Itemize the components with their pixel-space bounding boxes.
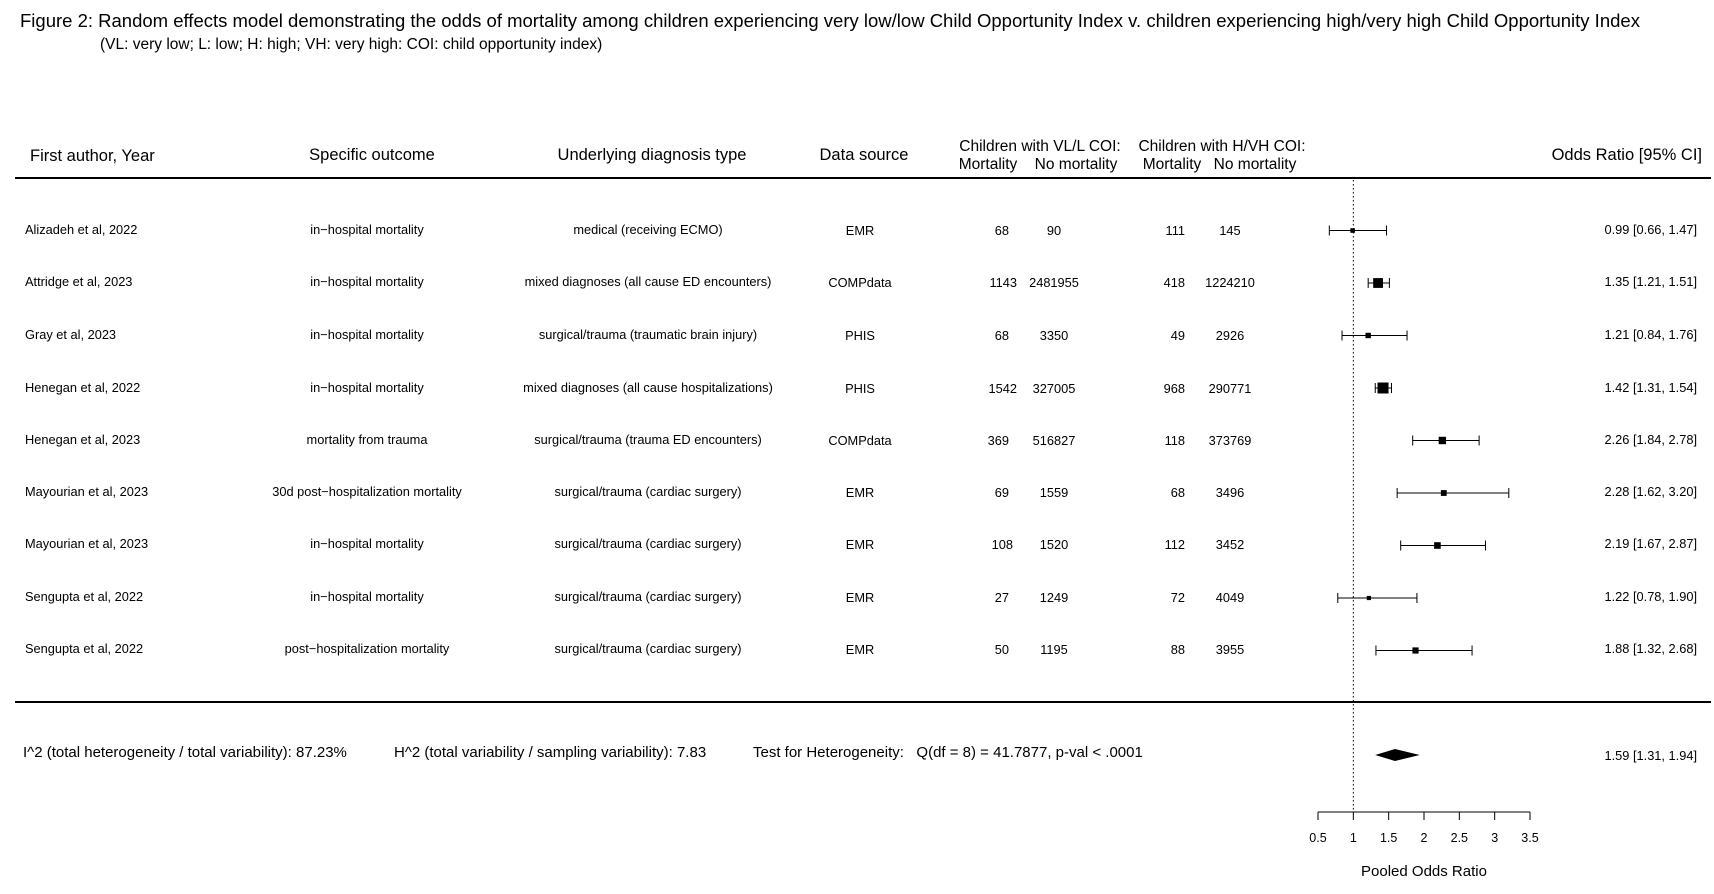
point-estimate: [1367, 596, 1371, 600]
row-hvh-no-mortality: 145: [1219, 223, 1241, 238]
row-hvh-mortality: 72: [1170, 590, 1185, 605]
i2-statistic: I^2 (total heterogeneity / total variability): 87.23%: [23, 744, 347, 761]
row-hvh-no-mortality: 1224210: [1205, 275, 1255, 290]
row-diagnosis: surgical/trauma (cardiac surgery): [554, 589, 742, 604]
row-vll-no-mortality: 1195: [1040, 642, 1068, 657]
x-axis-label: Pooled Odds Ratio: [1361, 863, 1487, 880]
row-diagnosis: mixed diagnoses (all cause hospitalizations): [523, 380, 773, 395]
x-tick-label: 3.5: [1521, 831, 1539, 845]
row-source: EMR: [845, 537, 875, 552]
x-tick-label: 3: [1491, 831, 1499, 845]
row-odds-ratio: 1.21 [0.84, 1.76]: [1604, 327, 1697, 342]
x-tick-label: 1: [1349, 831, 1357, 845]
row-hvh-mortality: 88: [1170, 642, 1185, 657]
row-vll-no-mortality: 327005: [1032, 381, 1076, 396]
row-hvh-mortality: 118: [1164, 433, 1185, 448]
header-vll-no-mortality: No mortality: [1034, 156, 1118, 173]
header-diagnosis: Underlying diagnosis type: [557, 146, 747, 164]
row-vll-mortality: 50: [994, 642, 1009, 657]
row-source: COMPdata: [828, 433, 892, 448]
row-source: EMR: [845, 642, 875, 657]
point-estimate: [1441, 490, 1447, 496]
h2-statistic: H^2 (total variability / sampling variability): 7.83: [394, 744, 707, 761]
figure-title: Figure 2: Random effects model demonstrating the odds of mortality among children experiencing very low/low Child Opportunity Index v. children experiencing high/very high Child Opportunity Index: [20, 10, 1640, 31]
row-outcome: in−hospital mortality: [310, 536, 424, 551]
row-author: Henegan et al, 2023: [25, 432, 141, 447]
x-tick-label: 2.5: [1450, 831, 1469, 845]
row-diagnosis: surgical/trauma (trauma ED encounters): [534, 432, 762, 447]
row-odds-ratio: 1.42 [1.31, 1.54]: [1604, 380, 1697, 395]
row-odds-ratio: 2.19 [1.67, 2.87]: [1604, 536, 1697, 551]
row-outcome: in−hospital mortality: [310, 222, 424, 237]
header-hvh-mortality: Mortality: [1142, 156, 1202, 173]
row-author: Mayourian et al, 2023: [25, 484, 149, 499]
row-odds-ratio: 1.88 [1.32, 2.68]: [1604, 641, 1697, 656]
row-author: Sengupta et al, 2022: [25, 641, 144, 656]
row-hvh-mortality: 111: [1165, 223, 1185, 238]
x-tick-label: 2: [1420, 831, 1428, 845]
row-vll-mortality: 68: [994, 223, 1009, 238]
header-author: First author, Year: [30, 147, 155, 165]
row-hvh-mortality: 112: [1164, 537, 1185, 552]
row-hvh-no-mortality: 3452: [1215, 537, 1245, 552]
row-source: EMR: [845, 223, 875, 238]
row-vll-mortality: 27: [994, 590, 1009, 605]
header-vll-group: Children with VL/L COI:: [959, 138, 1121, 155]
row-hvh-no-mortality: 4049: [1215, 590, 1245, 605]
row-vll-mortality: 1542: [988, 381, 1017, 396]
row-vll-no-mortality: 1249: [1039, 590, 1069, 605]
row-hvh-mortality: 68: [1170, 485, 1185, 500]
row-author: Alizadeh et al, 2022: [25, 222, 138, 237]
x-tick-label: 1.5: [1379, 831, 1398, 845]
header-vll-mortality: Mortality: [958, 156, 1018, 173]
row-vll-no-mortality: 1520: [1039, 537, 1069, 552]
row-diagnosis: surgical/trauma (traumatic brain injury): [538, 327, 758, 342]
row-source: COMPdata: [828, 275, 892, 290]
row-diagnosis: surgical/trauma (cardiac surgery): [554, 536, 742, 551]
header-odds-ratio: Odds Ratio [95% CI]: [1551, 146, 1702, 164]
row-outcome: in−hospital mortality: [310, 589, 424, 604]
row-vll-no-mortality: 516827: [1032, 433, 1076, 448]
figure-subtitle: (VL: very low; L: low; H: high; VH: very high: COI: child opportunity index): [100, 36, 603, 53]
row-hvh-no-mortality: 2926: [1215, 328, 1245, 343]
row-source: EMR: [845, 485, 875, 500]
row-outcome: in−hospital mortality: [310, 274, 424, 289]
header-outcome: Specific outcome: [309, 146, 435, 164]
row-odds-ratio: 0.99 [0.66, 1.47]: [1604, 222, 1697, 237]
row-odds-ratio: 1.35 [1.21, 1.51]: [1604, 274, 1697, 289]
point-estimate: [1365, 333, 1370, 338]
row-author: Mayourian et al, 2023: [25, 536, 149, 551]
row-source: PHIS: [845, 328, 875, 343]
row-vll-no-mortality: 3350: [1039, 328, 1069, 343]
row-author: Sengupta et al, 2022: [25, 589, 144, 604]
row-author: Henegan et al, 2022: [25, 380, 141, 395]
x-tick-label: 0.5: [1309, 831, 1327, 845]
row-author: Gray et al, 2023: [25, 327, 117, 342]
row-outcome: 30d post−hospitalization mortality: [272, 484, 462, 499]
row-diagnosis: medical (receiving ECMO): [573, 222, 723, 237]
row-author: Attridge et al, 2023: [25, 274, 133, 289]
row-odds-ratio: 2.28 [1.62, 3.20]: [1604, 484, 1697, 499]
pooled-diamond: [1375, 749, 1420, 761]
row-diagnosis: surgical/trauma (cardiac surgery): [554, 641, 742, 656]
point-estimate: [1378, 383, 1389, 394]
row-vll-no-mortality: 1559: [1039, 485, 1069, 500]
row-hvh-no-mortality: 3496: [1215, 485, 1245, 500]
point-estimate: [1373, 278, 1383, 288]
point-estimate: [1412, 647, 1418, 653]
row-vll-no-mortality: 2481955: [1029, 275, 1079, 290]
row-outcome: in−hospital mortality: [310, 327, 424, 342]
row-outcome: post−hospitalization mortality: [284, 641, 450, 656]
row-vll-mortality: 68: [994, 328, 1009, 343]
row-vll-mortality: 369: [987, 433, 1009, 448]
row-hvh-mortality: 968: [1163, 381, 1185, 396]
row-outcome: mortality from trauma: [306, 432, 428, 447]
pooled-odds-ratio: 1.59 [1.31, 1.94]: [1604, 748, 1697, 763]
row-vll-no-mortality: 90: [1046, 223, 1062, 238]
row-vll-mortality: 1143: [989, 275, 1017, 290]
row-hvh-mortality: 418: [1163, 275, 1185, 290]
row-hvh-mortality: 49: [1170, 328, 1185, 343]
header-hvh-group: Children with H/VH COI:: [1138, 138, 1306, 155]
header-source: Data source: [819, 146, 909, 164]
row-odds-ratio: 2.26 [1.84, 2.78]: [1604, 432, 1697, 447]
row-source: EMR: [845, 590, 875, 605]
row-diagnosis: surgical/trauma (cardiac surgery): [554, 484, 742, 499]
row-vll-mortality: 69: [994, 485, 1009, 500]
row-outcome: in−hospital mortality: [310, 380, 424, 395]
heterogeneity-test: Test for Heterogeneity: Q(df = 8) = 41.7877, p-val < .0001: [753, 744, 1143, 761]
point-estimate: [1439, 437, 1446, 444]
row-hvh-no-mortality: 3955: [1215, 642, 1245, 657]
point-estimate: [1350, 228, 1355, 233]
header-hvh-no-mortality: No mortality: [1213, 156, 1297, 173]
row-odds-ratio: 1.22 [0.78, 1.90]: [1604, 589, 1697, 604]
row-vll-mortality: 108: [991, 537, 1013, 552]
point-estimate: [1434, 542, 1441, 549]
row-diagnosis: mixed diagnoses (all cause ED encounters): [524, 274, 772, 289]
row-hvh-no-mortality: 290771: [1208, 381, 1252, 396]
row-source: PHIS: [845, 381, 875, 396]
row-hvh-no-mortality: 373769: [1208, 433, 1252, 448]
